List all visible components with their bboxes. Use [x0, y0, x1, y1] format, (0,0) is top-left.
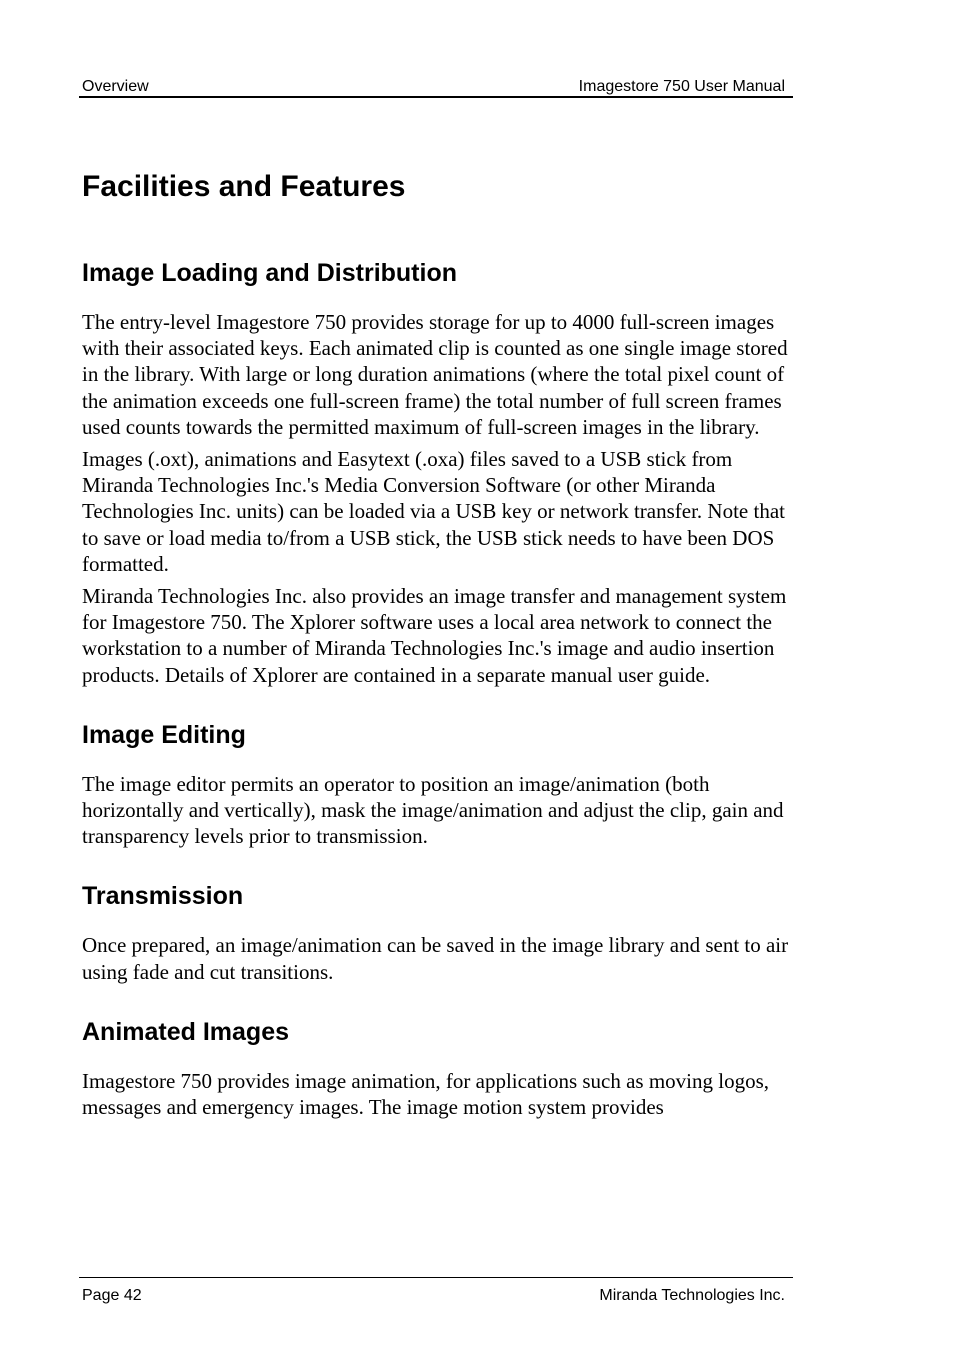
section-animated-images [82, 1015, 794, 1120]
page-footer [79, 1277, 793, 1305]
section-image-editing [82, 718, 794, 850]
page-header [79, 76, 793, 98]
page-content [82, 166, 794, 1150]
section-heading: Transmission [82, 882, 244, 911]
page-number: Page 42 [82, 1287, 142, 1304]
paragraph: Imagestore 750 provides image animation, for applications such as moving logos, messages and emergency images. The image motion system provides [82, 1068, 770, 1120]
section-transmission [82, 879, 794, 984]
section-heading: Image Loading and Distribution [82, 259, 457, 287]
section-heading: Image Editing [82, 720, 246, 749]
paragraph: Once prepared, an image/animation can be saved in the image library and sent to air using fade and cut transitions. [82, 933, 789, 984]
paragraph: Images (.oxt), animations and Easytext (.oxa) files saved to a USB stick from Miranda Technologies Inc.'s Media Conversion Software (or other Miranda Technologies Inc. units) can be loaded via a USB key or network transfer. Note that to save or load media to/from a USB stick, the USB stick needs to have been DOS formatted. [82, 447, 785, 576]
footer-company: Miranda Technologies Inc. [599, 1287, 785, 1304]
paragraph: Miranda Technologies Inc. also provides an image transfer and management system for Imagestore 750. The Xplorer software uses a local area network to connect the workstation to a number of Miranda Technologies Inc.'s image and audio insertion products. Details of Xplorer are contained in a separate manual user guide. [82, 584, 787, 687]
paragraph: The image editor permits an operator to position an image/animation (both horizontally and vertically), mask the image/animation and adjust the clip, gain and transparency levels prior to transmission. [82, 771, 784, 849]
header-section-title: Overview [82, 78, 149, 95]
paragraph: The entry-level Imagestore 750 provides storage for up to 4000 full-screen images with their associated keys. Each animated clip is counted as one single image stored in the library. With large or long duration animations (where the total pixel count of the animation exceeds one full-screen frame) the total number of full screen frames used counts towards the permitted maximum of full-screen images in the library. [82, 310, 788, 439]
page-title: Facilities and Features [82, 170, 406, 203]
section-heading: Animated Images [82, 1017, 290, 1046]
header-manual-title: Imagestore 750 User Manual [578, 78, 785, 95]
section-image-loading [82, 256, 794, 688]
